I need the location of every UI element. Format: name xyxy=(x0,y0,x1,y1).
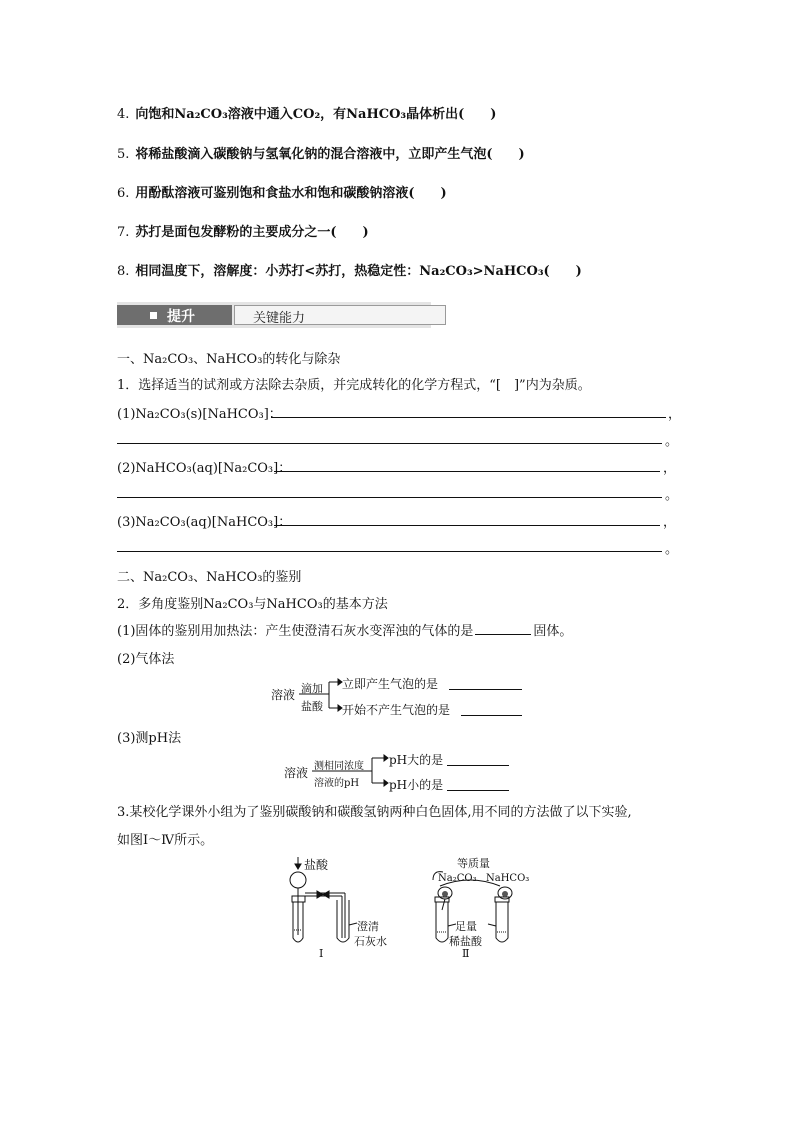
question-3-line1: 3.某校化学课外小组为了鉴别碳酸钠和碳酸氢钠两种白色固体,用不同的方法做了以下实验, xyxy=(117,805,632,820)
m2-solution-label: 溶液 xyxy=(271,688,296,702)
m2-option-a: 立即产生气泡的是 xyxy=(342,677,439,691)
question-1: 1．选择适当的试剂或方法除去杂质，并完成转化的化学方程式，“[ ]”内为杂质。 xyxy=(117,378,591,393)
section1-heading: 一、Na₂CO₃、NaHCO₃的转化与除杂 xyxy=(117,352,341,367)
fig2-number: Ⅱ xyxy=(462,947,470,960)
arrow-head-icon xyxy=(338,705,342,711)
m2-option-b: 开始不产生气泡的是 xyxy=(342,703,451,717)
arrow-head-icon xyxy=(384,780,388,786)
comma: ， xyxy=(663,515,677,530)
solid-sample-icon xyxy=(442,891,448,897)
question-3-line2: 如图Ⅰ～Ⅳ所示。 xyxy=(117,833,214,848)
arrow-head-icon xyxy=(338,679,342,685)
item-2-label: (2)NaHCO₃(aq)[Na₂CO₃]： xyxy=(117,461,292,476)
item-1-label: (1)Na₂CO₃(s)[NaHCO₃]： xyxy=(117,407,282,422)
fig2-apparatus xyxy=(433,872,512,942)
m2-bottom-label: 盐酸 xyxy=(301,700,323,713)
judgement-number: 7. xyxy=(117,225,130,240)
fig1-apparatus xyxy=(290,857,357,942)
method-2: (2)气体法 xyxy=(117,652,175,667)
fig2-left-label: Na₂CO₃ xyxy=(438,873,477,884)
gas-method-bracket xyxy=(299,682,338,708)
period: 。 xyxy=(665,542,679,557)
judgement-text: 用酚酞溶液可鉴别饱和食盐水和饱和碳酸钠溶液( ) xyxy=(135,186,447,201)
fig2-mass-label: 等质量 xyxy=(457,857,490,870)
m3-solution-label: 溶液 xyxy=(284,766,309,780)
judgement-number: 4. xyxy=(117,107,130,122)
judgement-text: 苏打是面包发酵粉的主要成分之一( ) xyxy=(135,225,369,240)
judgement-number: 6. xyxy=(117,186,130,201)
m3-option-b: pH小的是 xyxy=(389,778,444,792)
comma: ， xyxy=(668,407,682,422)
judgement-number: 5. xyxy=(117,147,130,162)
period: 。 xyxy=(665,434,679,449)
fig2-acid-label-2: 稀盐酸 xyxy=(449,935,482,948)
banner-title: 提升 xyxy=(167,309,195,325)
method-3: (3)测pH法 xyxy=(117,731,182,746)
fig1-lime-label-1: 澄清 xyxy=(357,920,379,933)
judgement-number: 8. xyxy=(117,264,130,279)
banner-subtitle: 关键能力 xyxy=(253,311,306,326)
fig1-number: Ⅰ xyxy=(319,947,324,960)
m3-bottom-label: 溶液的pH xyxy=(314,778,360,789)
question-2: 2．多角度鉴别Na₂CO₃与NaHCO₃的基本方法 xyxy=(117,597,388,612)
judgement-text: 向饱和Na₂CO₃溶液中通入CO₂，有NaHCO₃晶体析出( ) xyxy=(135,107,497,122)
method-1-text: (1)固体的鉴别用加热法：产生使澄清石灰水变浑浊的气体的是 xyxy=(117,624,474,639)
section2-heading: 二、Na₂CO₃、NaHCO₃的鉴别 xyxy=(117,570,302,585)
m3-option-a: pH大的是 xyxy=(389,753,444,767)
fig1-lime-label-2: 石灰水 xyxy=(354,935,387,948)
m3-top-label: 测相同浓度 xyxy=(314,761,364,772)
m2-top-label: 滴加 xyxy=(301,682,323,695)
fig2-right-label: NaHCO₃ xyxy=(486,873,530,884)
ph-method-bracket xyxy=(312,758,384,783)
fig1-acid-label: 盐酸 xyxy=(304,858,329,872)
comma: ， xyxy=(663,461,677,476)
judgement-text: 相同温度下，溶解度：小苏打<苏打，热稳定性：Na₂CO₃>NaHCO₃( ) xyxy=(135,264,582,279)
period: 。 xyxy=(665,488,679,503)
solid-sample-icon xyxy=(502,891,508,897)
method-1-tail: 固体。 xyxy=(533,624,573,639)
judgement-text: 将稀盐酸滴入碳酸钠与氢氧化钠的混合溶液中，立即产生气泡( ) xyxy=(135,147,525,162)
item-3-label: (3)Na₂CO₃(aq)[NaHCO₃]： xyxy=(117,515,292,530)
fig2-acid-label-1: 足量 xyxy=(455,920,477,933)
arrow-head-icon xyxy=(384,755,388,761)
